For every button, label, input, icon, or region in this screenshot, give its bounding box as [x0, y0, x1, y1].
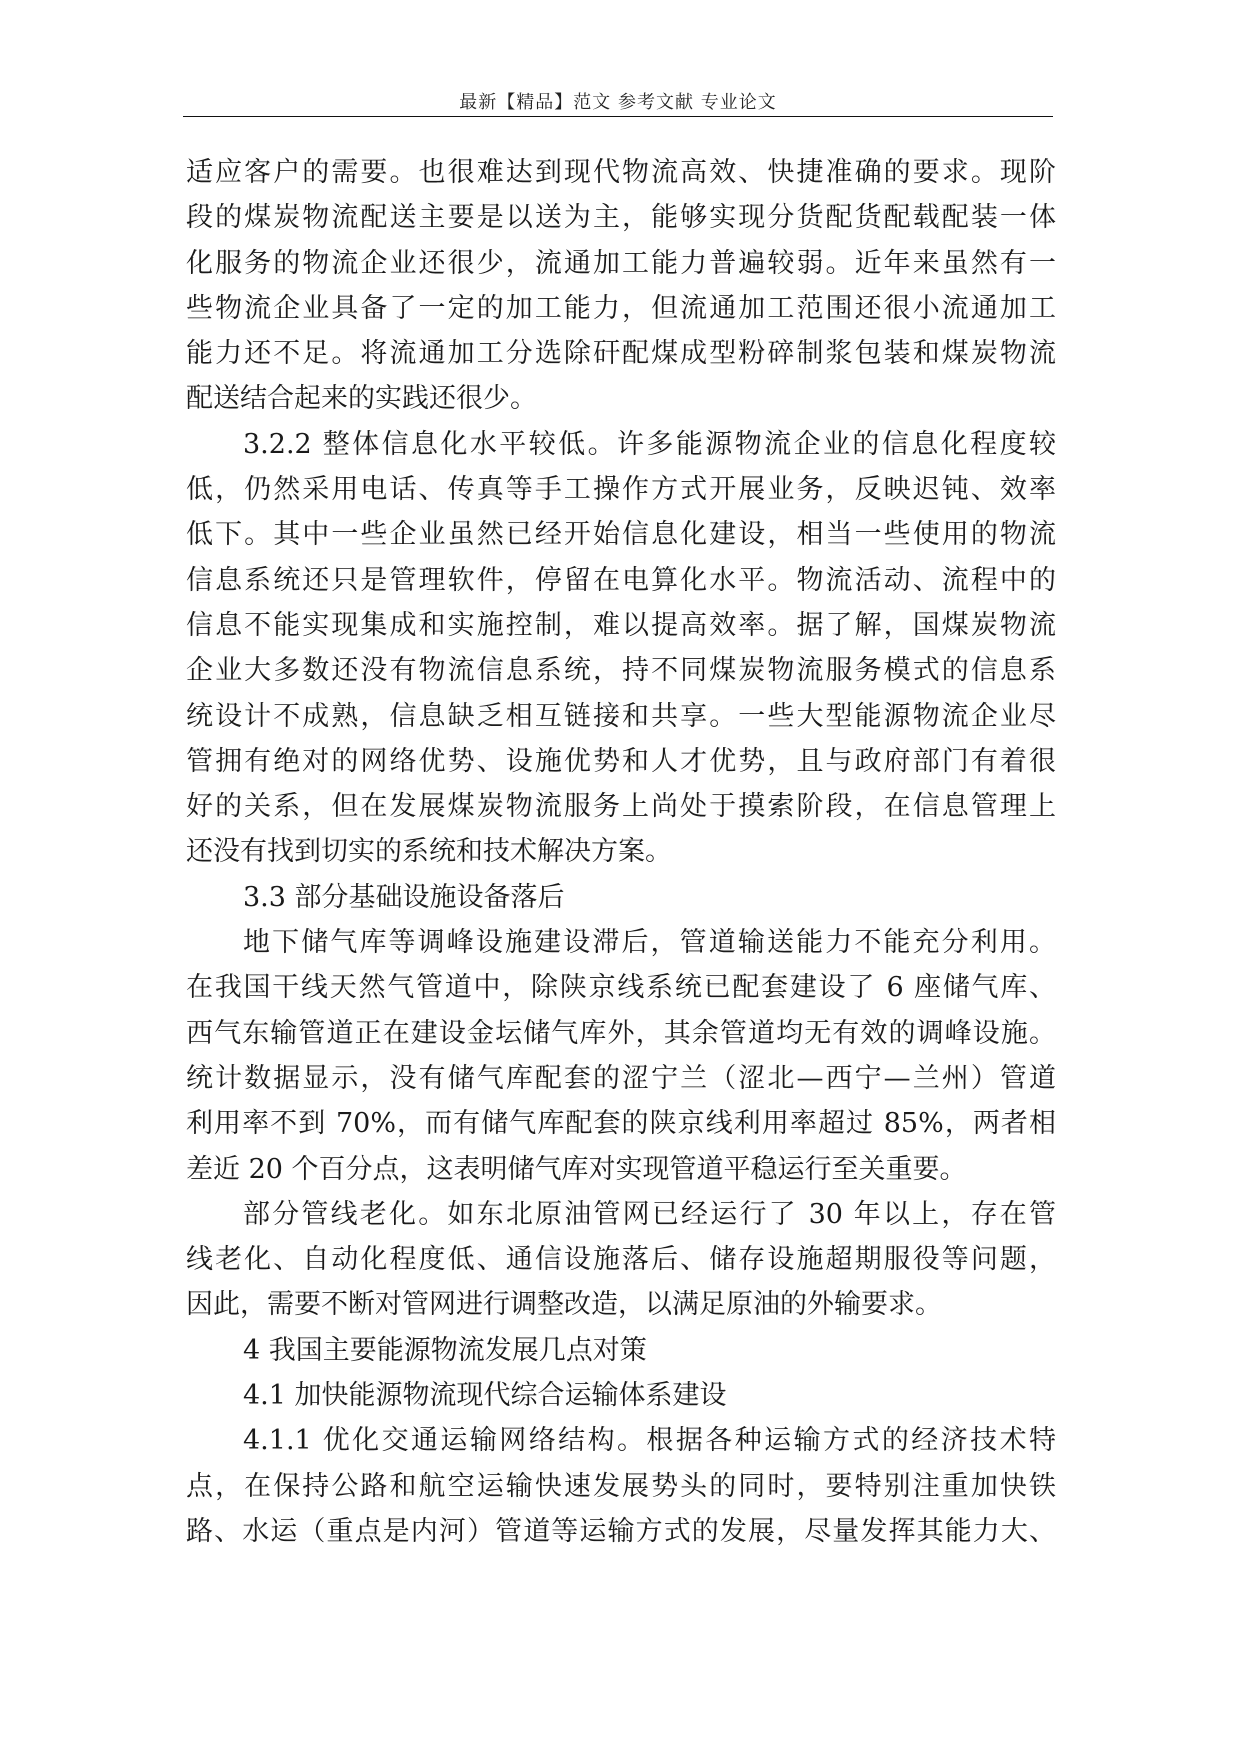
body-line: 因此，需要不断对管网进行调整改造，以满足原油的外输要求。 — [186, 1289, 942, 1321]
body-line: 好的关系，但在发展煤炭物流服务上尚处于摸索阶段，在信息管理上 — [186, 791, 1056, 823]
body-line: 企业大多数还没有物流信息系统，持不同煤炭物流服务模式的信息系 — [186, 655, 1056, 687]
body-line: 统设计不成熟，信息缺乏相互链接和共享。一些大型能源物流企业尽 — [186, 700, 1056, 732]
body-line: 信息系统还只是管理软件，停留在电算化水平。物流活动、流程中的 — [186, 564, 1056, 596]
body-line: 还没有找到切实的系统和技术解决方案。 — [186, 836, 672, 868]
section-heading-4: 4 我国主要能源物流发展几点对策 — [243, 1334, 647, 1366]
section-heading-4-1: 4.1 加快能源物流现代综合运输体系建设 — [243, 1380, 727, 1412]
body-line: 差近 20 个百分点，这表明储气库对实现管道平稳运行至关重要。 — [186, 1153, 967, 1185]
body-line: 低下。其中一些企业虽然已经开始信息化建设，相当一些使用的物流 — [186, 519, 1056, 551]
body-line: 段的煤炭物流配送主要是以送为主，能够实现分货配货配载配装一体 — [186, 202, 1056, 234]
section-4-1-1-first-line: 4.1.1 优化交通运输网络结构。根据各种运输方式的经济技术特 — [243, 1425, 1056, 1457]
body-line: 在我国干线天然气管道中，除陕京线系统已配套建设了 6 座储气库、 — [186, 972, 1056, 1004]
body-line: 点，在保持公路和航空运输快速发展势头的同时，要特别注重加快铁 — [186, 1470, 1056, 1502]
body-line: 统计数据显示，没有储气库配套的涩宁兰（涩北—西宁—兰州）管道 — [186, 1062, 1056, 1094]
body-line: 路、水运（重点是内河）管道等运输方式的发展，尽量发挥其能力大、 — [186, 1515, 1056, 1547]
body-line: 配送结合起来的实践还很少。 — [186, 383, 537, 415]
document-body — [186, 150, 1056, 1554]
body-line: 线老化、自动化程度低、通信设施落后、储存设施超期服役等问题， — [186, 1244, 1056, 1276]
section-3-2-2-first-line: 3.2.2 整体信息化水平较低。许多能源物流企业的信息化程度较 — [243, 428, 1056, 460]
body-line: 能力还不足。将流通加工分选除矸配煤成型粉碎制浆包装和煤炭物流 — [186, 338, 1056, 370]
header-rule — [183, 116, 1053, 117]
body-line: 信息不能实现集成和实施控制，难以提高效率。据了解，国煤炭物流 — [186, 609, 1056, 641]
body-line: 化服务的物流企业还很少，流通加工能力普遍较弱。近年来虽然有一 — [186, 247, 1056, 279]
body-line: 地下储气库等调峰设施建设滞后，管道输送能力不能充分利用。 — [243, 927, 1056, 959]
body-line: 西气东输管道正在建设金坛储气库外，其余管道均无有效的调峰设施。 — [186, 1017, 1056, 1049]
section-heading-3-3: 3.3 部分基础设施设备落后 — [243, 881, 565, 913]
body-line: 利用率不到 70%，而有储气库配套的陕京线利用率超过 85%，两者相 — [186, 1108, 1056, 1140]
body-line: 管拥有绝对的网络优势、设施优势和人才优势，且与政府部门有着很 — [186, 745, 1056, 777]
body-line: 部分管线老化。如东北原油管网已经运行了 30 年以上，存在管 — [243, 1198, 1056, 1230]
body-line: 适应客户的需要。也很难达到现代物流高效、快捷准确的要求。现阶 — [186, 157, 1056, 188]
body-line: 低，仍然采用电话、传真等手工操作方式开展业务，反映迟钝、效率 — [186, 474, 1056, 506]
body-line: 些物流企业具备了一定的加工能力，但流通加工范围还很小流通加工 — [186, 292, 1056, 324]
page-header: 最新【精品】范文 参考文献 专业论文 — [459, 92, 777, 113]
